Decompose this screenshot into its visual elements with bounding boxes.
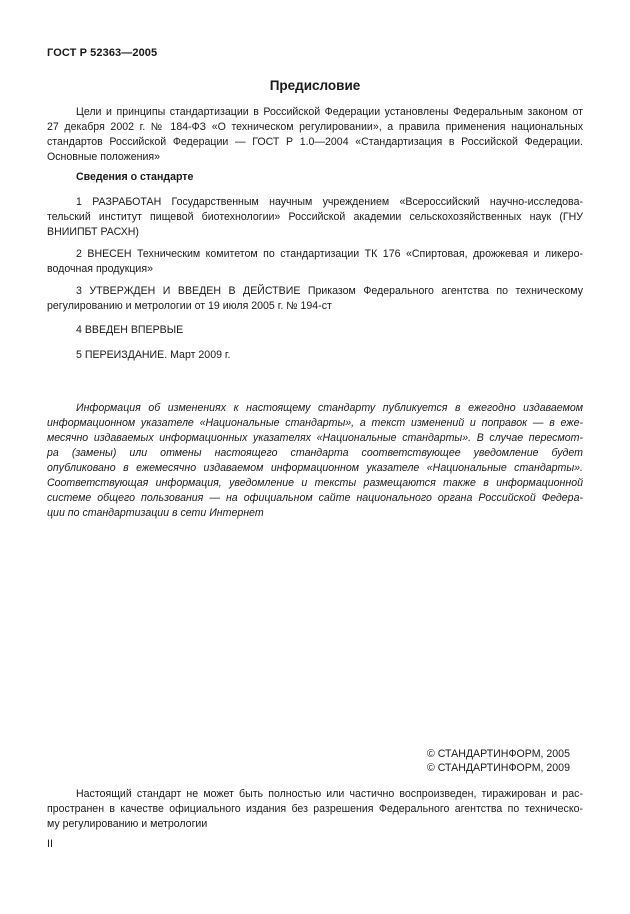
changes-notice-paragraph	[47, 401, 583, 521]
standard-info-heading: Сведения о стандарте	[76, 171, 194, 183]
item-line: 5 ПЕРЕИЗДАНИЕ. Март 2009 г.	[76, 349, 231, 361]
copyright-line: © СТАНДАРТИНФОРМ, 2009	[427, 762, 570, 774]
item-line: 2 ВНЕСЕН Техническим комитетом по стандартизации ТК 176 «Спиртовая, дрожжевая и ликеро-	[76, 248, 583, 260]
item-line: водочная продукция»	[47, 263, 153, 275]
notice-line: Информация об изменениях к настоящему стандарту публикуется в ежегодно издаваемом	[76, 402, 583, 414]
standard-info-item-1	[47, 195, 583, 240]
intro-line: Основные положения»	[47, 151, 161, 163]
item-line: 3 УТВЕРЖДЕН И ВВЕДЕН В ДЕЙСТВИЕ Приказом Федерального агентства по техническому	[76, 285, 583, 297]
item-line: 1 РАЗРАБОТАН Государственным научным учреждением «Всероссийский научно-исследова-	[76, 196, 583, 208]
footer-line: му регулированию и метрологии	[47, 818, 208, 830]
standard-info-item-4	[47, 323, 583, 338]
notice-line: информационном указателе «Национальные стандарты», а текст изменений и поправок — в еже-	[47, 417, 583, 429]
standard-info-item-3	[47, 284, 583, 314]
notice-line: Соответствующая информация, уведомление и тексты размещаются также в информационной	[47, 477, 583, 489]
intro-paragraph	[47, 105, 583, 165]
footer-line: Настоящий стандарт не может быть полностью или частично воспроизведен, тиражирован и рас-	[76, 788, 583, 800]
reproduction-notice-paragraph	[47, 787, 583, 832]
notice-line: месячно издаваемых информационных указателях «Национальные стандарты». В случае пересмот-	[47, 432, 583, 444]
item-line: ВНИИПБТ РАСХН)	[47, 226, 139, 238]
item-line: тельский институт пищевой биотехнологии» Российской академии сельскохозяйственных наук (ГНУ	[47, 211, 583, 223]
intro-line: 27 декабря 2002 г. № 184-ФЗ «О техническом регулировании», а правила применения национальных	[47, 121, 583, 133]
standard-info-item-5	[47, 348, 583, 363]
item-line: регулированию и метрологии от 19 июля 2005 г. № 194-ст	[47, 300, 332, 312]
intro-line: Цели и принципы стандартизации в Российской Федерации установлены Федеральным законом от	[76, 106, 583, 118]
notice-line: опубликовано в ежемесячно издаваемом информационном указателе «Национальные стандарты».	[47, 462, 583, 474]
document-header: ГОСТ Р 52363—2005	[47, 47, 158, 59]
notice-line: ра (замены) или отмены настоящего стандарта соответствующее уведомление будет	[47, 447, 583, 459]
footer-line: пространен в качестве официального издания без разрешения Федерального агентства по техническо-	[47, 803, 583, 815]
page-title: Предисловие	[269, 78, 361, 93]
page-number: II	[47, 838, 53, 850]
copyright-line: © СТАНДАРТИНФОРМ, 2005	[427, 748, 570, 760]
item-line: 4 ВВЕДЕН ВПЕРВЫЕ	[76, 324, 184, 336]
intro-line: стандартов Российской Федерации — ГОСТ Р 1.0—2004 «Стандартизация в Российской Федерации.	[47, 136, 583, 148]
standard-info-item-2	[47, 247, 583, 277]
notice-line: ции по стандартизации в сети Интернет	[47, 507, 264, 519]
notice-line: системе общего пользования — на официальном сайте национального органа Российской Федера-	[47, 492, 583, 504]
